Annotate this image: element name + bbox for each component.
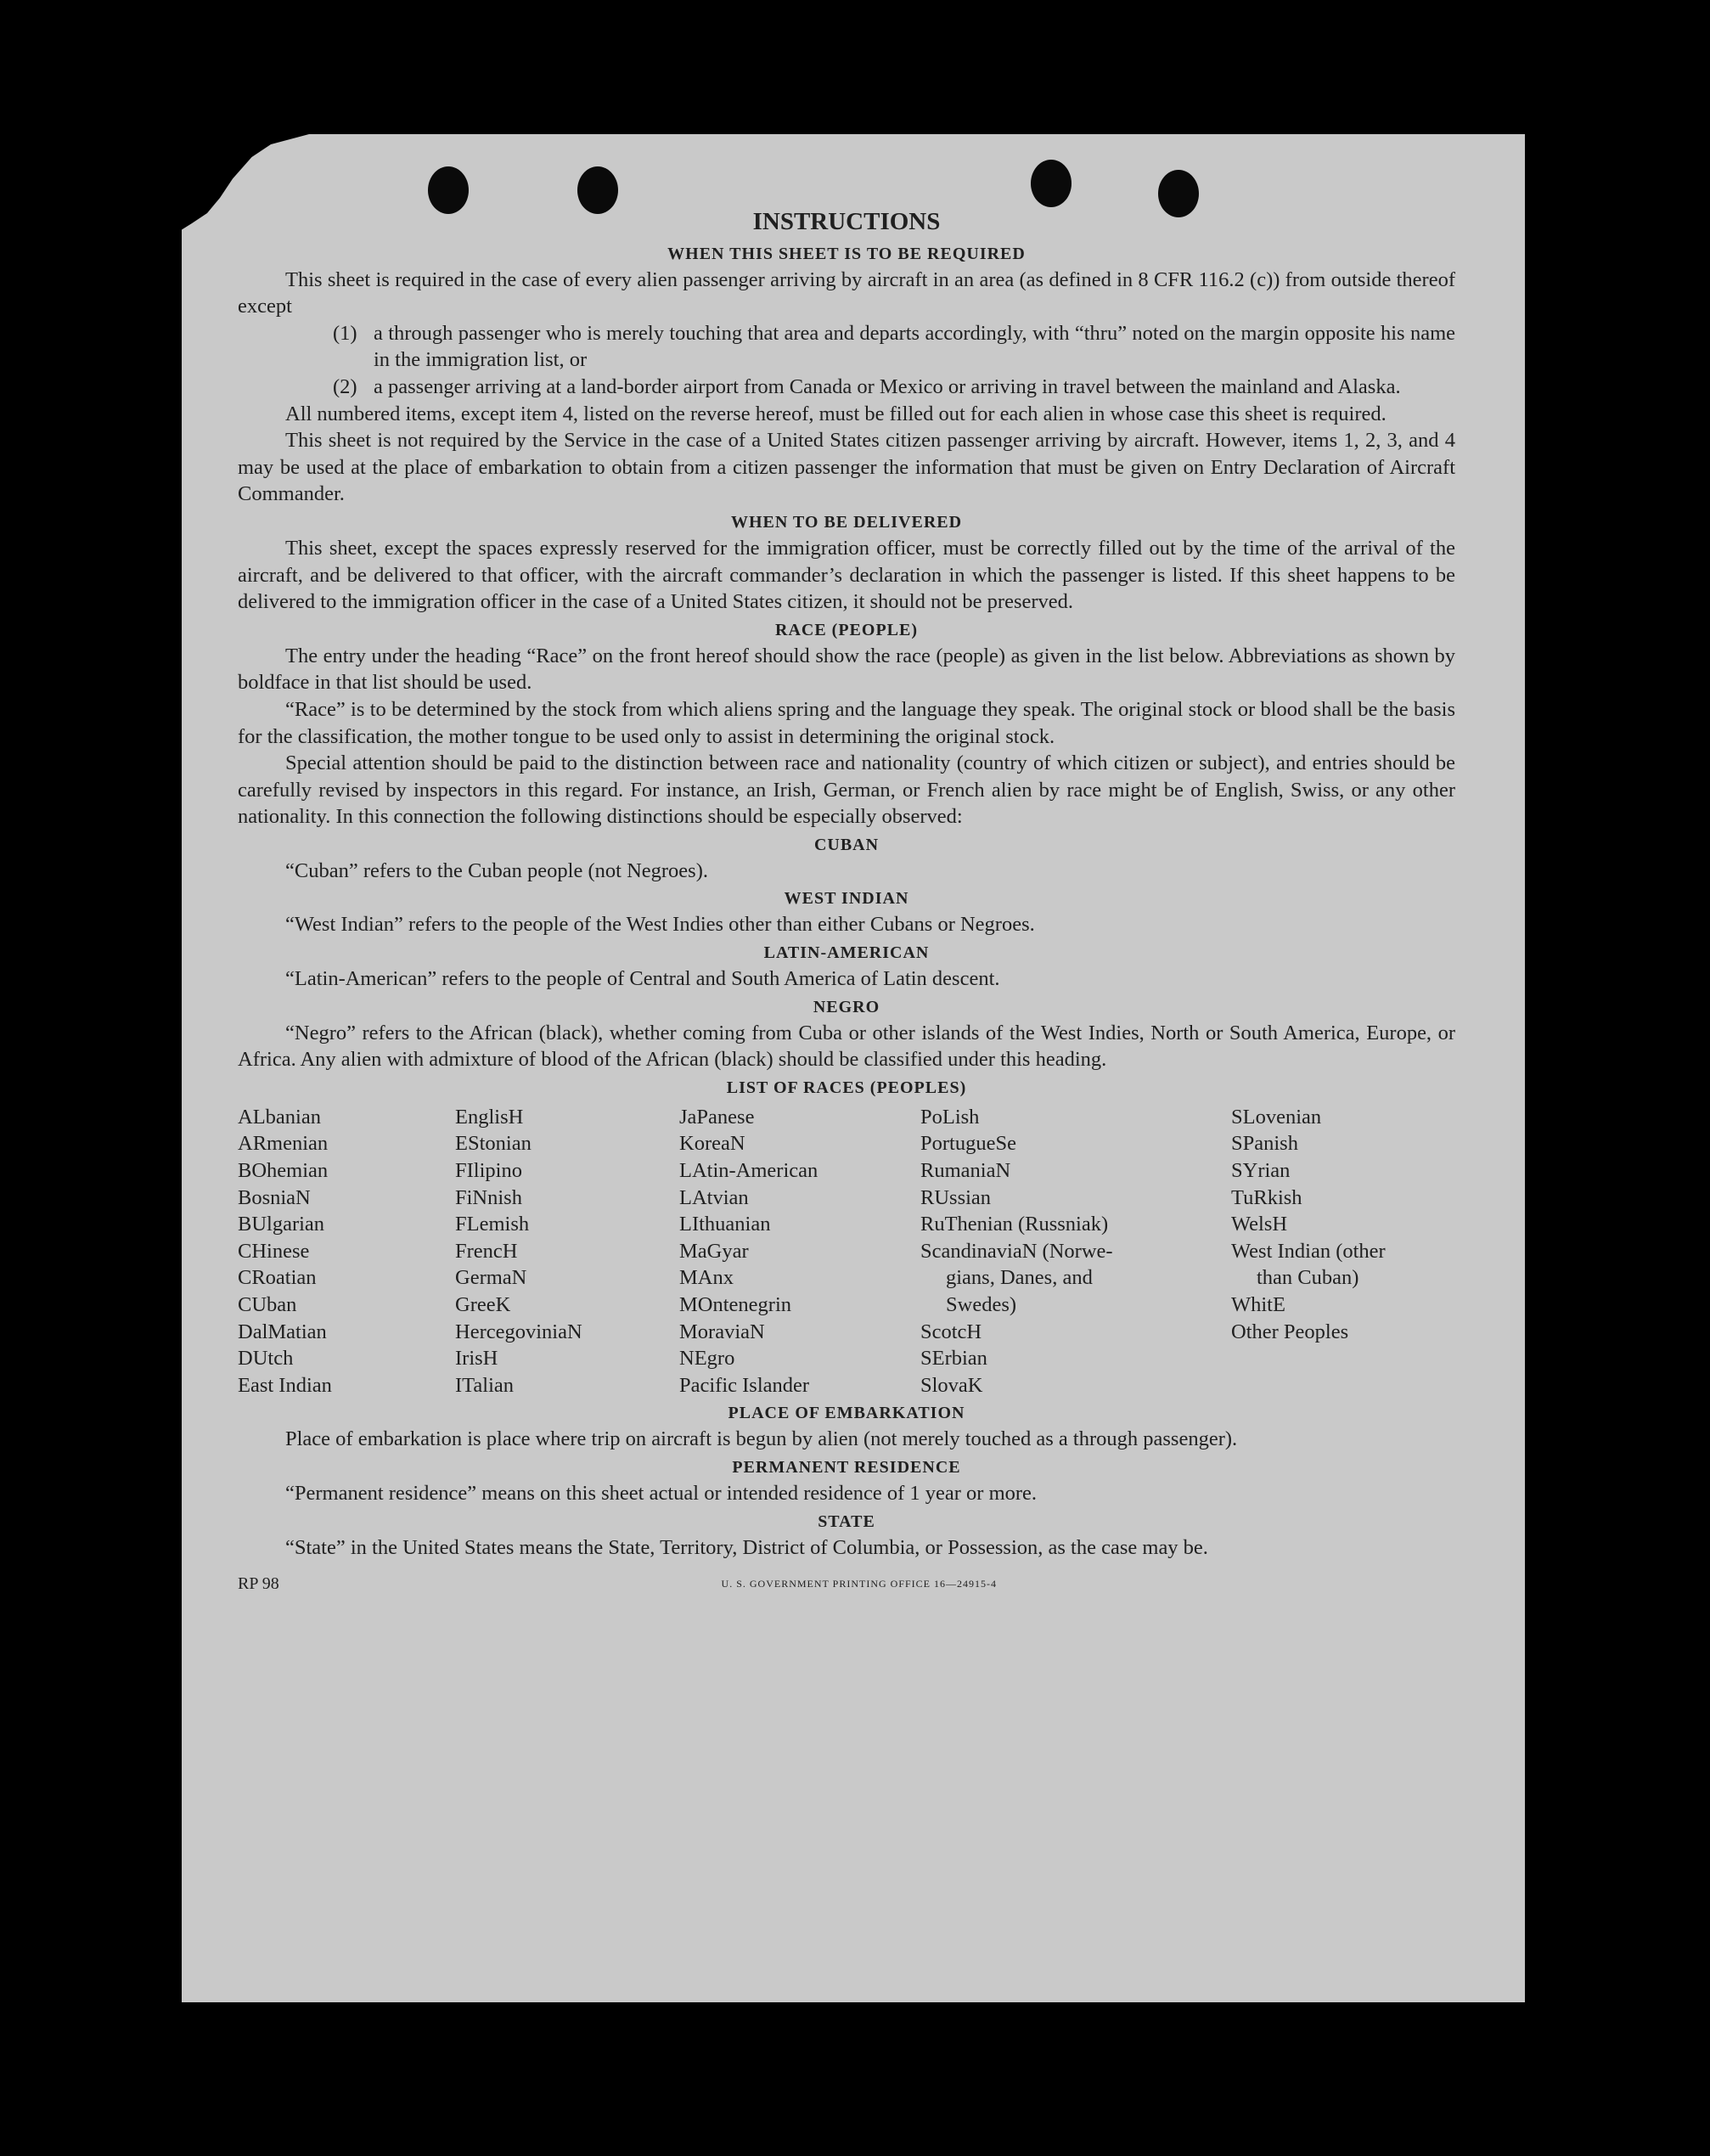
section-heading-west-indian: WEST INDIAN bbox=[784, 889, 909, 909]
races-column bbox=[238, 1104, 455, 1399]
race-entry: BOhemian bbox=[238, 1159, 329, 1183]
race-entry: LIthuanian bbox=[679, 1213, 771, 1236]
races-column bbox=[1231, 1104, 1455, 1399]
race-entry: GermaN bbox=[455, 1266, 527, 1290]
paragraph: “Cuban” refers to the Cuban people (not Negroes). bbox=[285, 858, 708, 882]
paragraph: All numbered items, except item 4, listed on the reverse hereof, must be filled out for each alien in whose case this sheet is required. bbox=[285, 402, 1387, 425]
section-heading-embarkation: PLACE OF EMBARKATION bbox=[728, 1404, 965, 1423]
races-column bbox=[455, 1104, 679, 1399]
race-entry: RUssian bbox=[920, 1185, 992, 1209]
section-heading-state: STATE bbox=[818, 1511, 875, 1531]
paragraph: “West Indian” refers to the people of the West Indies other than either Cubans or Negroes. bbox=[285, 913, 1035, 937]
race-entry: ITalian bbox=[455, 1373, 515, 1397]
document-page bbox=[182, 134, 1525, 2002]
races-column bbox=[920, 1104, 1231, 1399]
race-entry: DUtch bbox=[238, 1347, 294, 1371]
race-entry: Other Peoples bbox=[1231, 1320, 1349, 1343]
race-entry: SlovaK bbox=[920, 1373, 983, 1397]
printer-imprint: U. S. GOVERNMENT PRINTING OFFICE 16—24915-4 bbox=[721, 1578, 997, 1590]
race-entry: CUban bbox=[238, 1293, 297, 1316]
race-entry: SYrian bbox=[1231, 1159, 1291, 1183]
item-number: (2) bbox=[333, 374, 357, 398]
race-entry: MaGyar bbox=[679, 1239, 749, 1263]
item-text: a through passenger who is merely touching that area and departs accordingly, with “thru” noted on the margin opposite his name in the immigration list, or bbox=[374, 321, 1455, 372]
paragraph: Place of embarkation is place where trip on aircraft is begun by alien (not merely touched as a through passenger). bbox=[285, 1427, 1238, 1451]
race-entry: ScandinaviaN (Norwe- bbox=[920, 1239, 1113, 1263]
punch-hole bbox=[428, 166, 469, 214]
race-entry: LAtin-American bbox=[679, 1159, 818, 1183]
race-entry-continued: Swedes) bbox=[946, 1293, 1017, 1316]
race-entry: MAnx bbox=[679, 1266, 734, 1290]
race-entry: FrencH bbox=[455, 1239, 518, 1263]
race-entry: TuRkish bbox=[1231, 1185, 1302, 1209]
paragraph: This sheet is not required by the Service in the case of a United States citizen passenger arriving by aircraft. However, items 1, 2, 3, and 4 may be used at the place of embarkation to obtain from a citizen passenger the information that must be given on Entry Declaration of Aircraft Commander. bbox=[238, 429, 1455, 506]
race-entry: FLemish bbox=[455, 1213, 530, 1236]
race-entry: MOntenegrin bbox=[679, 1293, 791, 1316]
section-heading-list-of-races: LIST OF RACES (PEOPLES) bbox=[726, 1078, 967, 1097]
race-entry: HercegoviniaN bbox=[455, 1320, 582, 1343]
race-entry: LAtvian bbox=[679, 1185, 749, 1209]
paragraph: This sheet is required in the case of every alien passenger arriving by aircraft in an area (as defined in 8 CFR 116.2 (c)) from outside thereof except bbox=[238, 267, 1455, 318]
race-entry: ALbanian bbox=[238, 1105, 321, 1129]
race-entry: West Indian (other bbox=[1231, 1239, 1386, 1263]
paragraph: “Permanent residence” means on this sheet actual or intended residence of 1 year or more. bbox=[285, 1481, 1038, 1505]
race-entry: PoLish bbox=[920, 1105, 980, 1129]
list-item bbox=[333, 374, 1455, 401]
punch-hole bbox=[1031, 160, 1072, 207]
section-heading-cuban: CUBAN bbox=[813, 835, 880, 854]
item-text: a passenger arriving at a land-border airport from Canada or Mexico or arriving in travel between the mainland and Alaska. bbox=[374, 374, 1401, 398]
races-list bbox=[238, 1104, 1455, 1399]
race-entry: East Indian bbox=[238, 1373, 332, 1397]
race-entry: WelsH bbox=[1231, 1213, 1288, 1236]
race-entry: FIlipino bbox=[455, 1159, 522, 1183]
race-entry: EnglisH bbox=[455, 1105, 524, 1129]
race-entry: BUlgarian bbox=[238, 1213, 325, 1236]
race-entry: Pacific Islander bbox=[679, 1373, 810, 1397]
section-heading-delivered: WHEN TO BE DELIVERED bbox=[730, 512, 963, 532]
section-heading-race: RACE (PEOPLE) bbox=[775, 620, 918, 639]
paragraph: Special attention should be paid to the distinction between race and nationality (country of which citizen or subject), and entries should be carefully revised by inspectors in this regard. For instance, an Irish, German, or French alien by race might be of English, Swiss, or any other nationality. In this connection the following distinctions should be especially observed: bbox=[238, 752, 1455, 829]
race-entry: RumaniaN bbox=[920, 1159, 1011, 1183]
race-entry: RuThenian (Russniak) bbox=[920, 1213, 1109, 1236]
punch-hole bbox=[577, 166, 618, 214]
item-number: (1) bbox=[333, 321, 357, 345]
race-entry: PortugueSe bbox=[920, 1132, 1016, 1156]
paragraph: This sheet, except the spaces expressly reserved for the immigration officer, must be correctly filled out by the time of the arrival of the aircraft, and be delivered to that officer, with the aircraft commander’s declaration in which the passenger is listed. If this sheet happens to be delivered to the immigration officer in the case of a United States citizen, it should not be preserved. bbox=[238, 536, 1455, 614]
race-entry: DalMatian bbox=[238, 1320, 327, 1343]
race-entry: JaPanese bbox=[679, 1105, 755, 1129]
race-entry: NEgro bbox=[679, 1347, 735, 1371]
section-heading-negro: NEGRO bbox=[813, 997, 880, 1016]
race-entry: WhitE bbox=[1231, 1293, 1285, 1316]
race-entry: SLovenian bbox=[1231, 1105, 1322, 1129]
paragraph: “Race” is to be determined by the stock from which aliens spring and the language they speak. The original stock or blood shall be the basis for the classification, the mother tongue to be used only to assist in determining the original stock. bbox=[238, 697, 1455, 748]
race-entry: FiNnish bbox=[455, 1185, 522, 1209]
paragraph: “Negro” refers to the African (black), whether coming from Cuba or other islands of the West Indies, North or South America, Europe, or Africa. Any alien with admixture of blood of the African (black) should be classified under this heading. bbox=[238, 1021, 1455, 1072]
form-number: RP 98 bbox=[238, 1574, 279, 1594]
race-entry: ScotcH bbox=[920, 1320, 982, 1343]
race-entry-continued: gians, Danes, and bbox=[946, 1266, 1093, 1290]
race-entry: ARmenian bbox=[238, 1132, 329, 1156]
race-entry: IrisH bbox=[455, 1347, 498, 1371]
race-entry: GreeK bbox=[455, 1293, 511, 1316]
section-heading-latin-american: LATIN-AMERICAN bbox=[763, 943, 930, 963]
instructions-content bbox=[238, 209, 1455, 1598]
paragraph: “Latin-American” refers to the people of Central and South America of Latin descent. bbox=[285, 967, 1000, 991]
race-entry: CHinese bbox=[238, 1239, 310, 1263]
races-column bbox=[679, 1104, 920, 1399]
race-entry: SPanish bbox=[1231, 1132, 1298, 1156]
race-entry: SErbian bbox=[920, 1347, 987, 1371]
race-entry: EStonian bbox=[455, 1132, 532, 1156]
race-entry: CRoatian bbox=[238, 1266, 317, 1290]
section-heading-residence: PERMANENT RESIDENCE bbox=[732, 1457, 961, 1477]
race-entry-continued: than Cuban) bbox=[1257, 1266, 1359, 1290]
race-entry: MoraviaN bbox=[679, 1320, 765, 1343]
section-heading-required: WHEN THIS SHEET IS TO BE REQUIRED bbox=[667, 244, 1026, 263]
page-title: INSTRUCTIONS bbox=[752, 208, 941, 235]
race-entry: KoreaN bbox=[679, 1132, 745, 1156]
paragraph: “State” in the United States means the State, Territory, District of Columbia, or Possession, as the case may be. bbox=[285, 1535, 1208, 1559]
race-entry: BosniaN bbox=[238, 1185, 311, 1209]
list-item bbox=[333, 320, 1455, 374]
paragraph: The entry under the heading “Race” on the front hereof should show the race (people) as given in the list below. Abbreviations as shown by boldface in that list should be used. bbox=[238, 644, 1455, 695]
page-footer bbox=[238, 1571, 1455, 1598]
